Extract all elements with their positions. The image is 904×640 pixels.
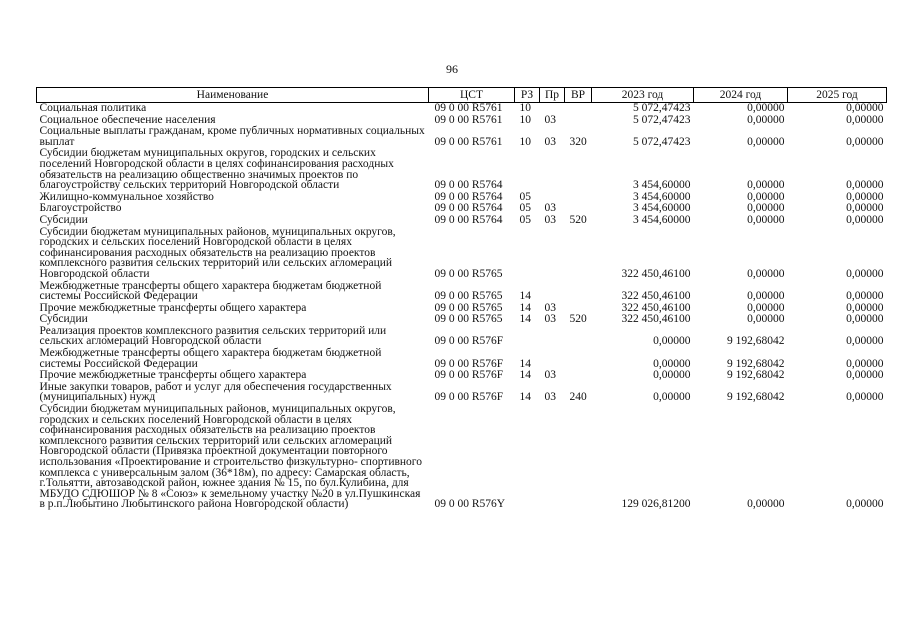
row-cst: 09 0 00 R5764 bbox=[434, 202, 503, 215]
row-2023: 0,00000 bbox=[653, 335, 691, 348]
row-cst: 09 0 00 R5761 bbox=[434, 135, 503, 148]
table-row bbox=[37, 404, 887, 511]
row-pr bbox=[540, 103, 565, 115]
table-row bbox=[37, 326, 887, 348]
header-pr: Пр bbox=[540, 88, 565, 103]
row-vr: 320 bbox=[569, 135, 587, 148]
header-vr: ВР bbox=[565, 88, 592, 103]
row-name: Субсидии бюджетам муниципальных районов, муниципальных округов, городских и сельских поселений Новгородской области в целях софинансирования расходных обязательств на реализацию проектов комплексного развития сельских территорий или сельских агломераций Новгородской области (Привязка проектной документации повторного использования «Проектирование и строительство физкультурно- спортивного комплекса с универсальным залом (36*18м), по адресу: Самарская область, г.Тольятти, автозаводской район, южнее здания № 15, по бул.Кулибина, для МБУДО СДЮШОР № 8 «Союз» к земельному участку №20 в ул.Пушкинская в р.п.Любытино Любытинского района Новгородской области) bbox=[39, 403, 422, 511]
row-pr: 03 bbox=[544, 135, 556, 148]
row-pr: 03 bbox=[544, 369, 556, 382]
row-cst: 09 0 00 R5765 bbox=[434, 290, 503, 303]
row-2025: 0,00000 bbox=[846, 290, 884, 303]
row-cst: 09 0 00 R5764 bbox=[434, 179, 503, 192]
row-rz: 05 bbox=[519, 190, 531, 203]
row-cst: 09 0 00 R5764 bbox=[434, 213, 503, 226]
row-2024: 0,00000 bbox=[747, 213, 785, 226]
row-2025: 0,00000 bbox=[846, 113, 884, 126]
page-number: 96 bbox=[446, 62, 458, 76]
header-name: Наименование bbox=[37, 88, 429, 103]
row-name: Социальные выплаты гражданам, кроме публичных нормативных социальных выплат bbox=[39, 125, 425, 148]
row-vr bbox=[565, 103, 592, 115]
row-name: Субсидии бюджетам муниципальных районов, муниципальных округов, городских и сельских поселений Новгородской области в целях софинансирования расходных обязательств на реализацию проектов комплексного развития сельских территорий или сельских агломераций Новгородской области bbox=[39, 225, 396, 280]
row-2024: 0,00000 bbox=[747, 190, 785, 203]
row-2023: 0,00000 bbox=[653, 369, 691, 382]
row-pr bbox=[540, 348, 565, 370]
row-name: Социальная политика bbox=[39, 102, 147, 114]
row-name: Социальное обеспечение населения bbox=[39, 113, 216, 126]
row-rz: 10 bbox=[519, 135, 531, 148]
header-2025: 2025 год bbox=[788, 88, 887, 103]
row-rz: 05 bbox=[519, 213, 531, 226]
row-2023: 322 450,46100 bbox=[621, 267, 691, 280]
row-pr: 03 bbox=[544, 202, 556, 215]
row-name: Субсидии bbox=[39, 313, 88, 326]
row-2024: 0,00000 bbox=[747, 498, 785, 511]
table-row bbox=[37, 148, 887, 191]
row-2025: 0,00000 bbox=[846, 357, 884, 370]
row-cst: 09 0 00 R576F bbox=[434, 335, 504, 348]
row-vr bbox=[565, 404, 592, 511]
row-pr bbox=[540, 281, 565, 303]
row-pr: 03 bbox=[544, 113, 556, 126]
row-2023: 5 072,47423 bbox=[633, 102, 691, 114]
row-rz: 14 bbox=[519, 313, 531, 326]
table-row bbox=[37, 281, 887, 303]
row-cst: 09 0 00 R5761 bbox=[434, 113, 503, 126]
row-2025: 0,00000 bbox=[846, 391, 884, 404]
row-2023: 3 454,60000 bbox=[633, 202, 691, 215]
row-pr bbox=[540, 227, 565, 281]
row-2023: 5 072,47423 bbox=[633, 135, 691, 148]
row-rz: 14 bbox=[519, 301, 531, 314]
row-rz: 14 bbox=[519, 369, 531, 382]
row-2023: 5 072,47423 bbox=[633, 113, 691, 126]
row-2025: 0,00000 bbox=[846, 213, 884, 226]
row-cst: 09 0 00 R576F bbox=[434, 369, 504, 382]
table-row bbox=[37, 126, 887, 148]
row-name: Благоустройство bbox=[39, 202, 122, 215]
row-2024: 0,00000 bbox=[747, 313, 785, 326]
row-rz bbox=[515, 326, 540, 348]
row-2025: 0,00000 bbox=[846, 313, 884, 326]
row-pr: 03 bbox=[544, 301, 556, 314]
row-cst: 09 0 00 R5765 bbox=[434, 267, 503, 280]
row-vr bbox=[565, 192, 592, 204]
header-2024: 2024 год bbox=[694, 88, 788, 103]
row-2023: 3 454,60000 bbox=[633, 179, 691, 192]
row-cst: 09 0 00 R576F bbox=[434, 357, 504, 370]
row-2024: 0,00000 bbox=[747, 267, 785, 280]
row-2025: 0,00000 bbox=[846, 498, 884, 511]
row-cst: 09 0 00 R576F bbox=[434, 391, 504, 404]
row-vr bbox=[565, 281, 592, 303]
row-2024: 9 192,68042 bbox=[727, 391, 785, 404]
row-pr bbox=[540, 404, 565, 511]
header-2023: 2023 год bbox=[592, 88, 694, 103]
row-2023: 0,00000 bbox=[653, 357, 691, 370]
row-2024: 0,00000 bbox=[747, 135, 785, 148]
row-vr bbox=[565, 348, 592, 370]
row-vr bbox=[565, 148, 592, 191]
row-name: Жилищно-коммунальное хозяйство bbox=[39, 190, 214, 203]
row-2024: 0,00000 bbox=[747, 113, 785, 126]
table-row bbox=[37, 215, 887, 227]
row-vr bbox=[565, 370, 592, 382]
row-2025: 0,00000 bbox=[846, 202, 884, 215]
row-rz: 05 bbox=[519, 202, 531, 215]
row-2023: 322 450,46100 bbox=[621, 313, 691, 326]
row-2024: 0,00000 bbox=[747, 179, 785, 192]
row-rz bbox=[515, 404, 540, 511]
row-name: Субсидии бюджетам муниципальных округов, городских и сельских поселений Новгородской области в целях софинансирования расходных обязательств на реализацию общественно значимых проектов по благоустройству сельских территорий Новгородской области bbox=[39, 147, 394, 192]
row-2024: 0,00000 bbox=[747, 301, 785, 314]
row-cst: 09 0 00 R5764 bbox=[434, 190, 503, 203]
row-rz bbox=[515, 227, 540, 281]
row-2025: 0,00000 bbox=[846, 190, 884, 203]
row-vr: 240 bbox=[569, 391, 587, 404]
row-2023: 129 026,81200 bbox=[621, 498, 691, 511]
row-name: Межбюджетные трансферты общего характера бюджетам бюджетной системы Российской Федерации bbox=[39, 279, 382, 303]
row-pr: 03 bbox=[544, 313, 556, 326]
row-cst: 09 0 00 R5761 bbox=[434, 102, 503, 114]
row-vr bbox=[565, 115, 592, 127]
row-name: Иные закупки товаров, работ и услуг для обеспечения государственных (муниципальных) нужд bbox=[39, 380, 392, 404]
table-row bbox=[37, 227, 887, 281]
row-vr bbox=[565, 227, 592, 281]
row-rz: 14 bbox=[519, 391, 531, 404]
row-2023: 3 454,60000 bbox=[633, 190, 691, 203]
row-2023: 0,00000 bbox=[653, 391, 691, 404]
row-rz: 14 bbox=[519, 357, 531, 370]
table-header-row bbox=[37, 88, 887, 103]
row-2023: 322 450,46100 bbox=[621, 290, 691, 303]
row-cst: 09 0 00 R5765 bbox=[434, 301, 503, 314]
table-row bbox=[37, 348, 887, 370]
row-2025: 0,00000 bbox=[846, 102, 884, 114]
row-cst: 09 0 00 R5765 bbox=[434, 313, 503, 326]
header-cst: ЦСТ bbox=[429, 88, 515, 103]
row-2025: 0,00000 bbox=[846, 267, 884, 280]
row-pr bbox=[540, 326, 565, 348]
row-2025: 0,00000 bbox=[846, 179, 884, 192]
row-2024: 0,00000 bbox=[747, 102, 785, 114]
row-name: Субсидии bbox=[39, 213, 88, 226]
row-pr: 03 bbox=[544, 391, 556, 404]
row-2023: 322 450,46100 bbox=[621, 301, 691, 314]
row-rz: 10 bbox=[519, 113, 531, 126]
row-vr: 520 bbox=[569, 213, 587, 226]
row-2024: 0,00000 bbox=[747, 290, 785, 303]
row-name: Прочие межбюджетные трансферты общего характера bbox=[39, 369, 307, 382]
row-name: Реализация проектов комплексного развития сельских территорий или сельских агломераций Новгородской области bbox=[39, 324, 387, 348]
row-2024: 9 192,68042 bbox=[727, 357, 785, 370]
row-pr bbox=[540, 148, 565, 191]
row-2024: 0,00000 bbox=[747, 202, 785, 215]
row-2023: 3 454,60000 bbox=[633, 213, 691, 226]
header-rz: РЗ bbox=[515, 88, 540, 103]
table-body bbox=[37, 103, 887, 511]
row-2025: 0,00000 bbox=[846, 301, 884, 314]
row-rz bbox=[515, 148, 540, 191]
row-rz: 10 bbox=[519, 102, 531, 114]
row-rz: 14 bbox=[519, 290, 531, 303]
row-cst: 09 0 00 R576Y bbox=[434, 498, 506, 511]
row-vr: 520 bbox=[569, 313, 587, 326]
row-2025: 0,00000 bbox=[846, 335, 884, 348]
budget-table bbox=[36, 87, 887, 511]
row-2024: 9 192,68042 bbox=[727, 369, 785, 382]
table-row bbox=[37, 382, 887, 404]
row-name: Межбюджетные трансферты общего характера бюджетам бюджетной системы Российской Федерации bbox=[39, 347, 382, 370]
row-pr: 03 bbox=[544, 213, 556, 226]
row-name: Прочие межбюджетные трансферты общего характера bbox=[39, 301, 307, 314]
row-2025: 0,00000 bbox=[846, 369, 884, 382]
row-2024: 9 192,68042 bbox=[727, 335, 785, 348]
table-row bbox=[37, 103, 887, 115]
row-vr bbox=[565, 326, 592, 348]
row-2025: 0,00000 bbox=[846, 135, 884, 148]
